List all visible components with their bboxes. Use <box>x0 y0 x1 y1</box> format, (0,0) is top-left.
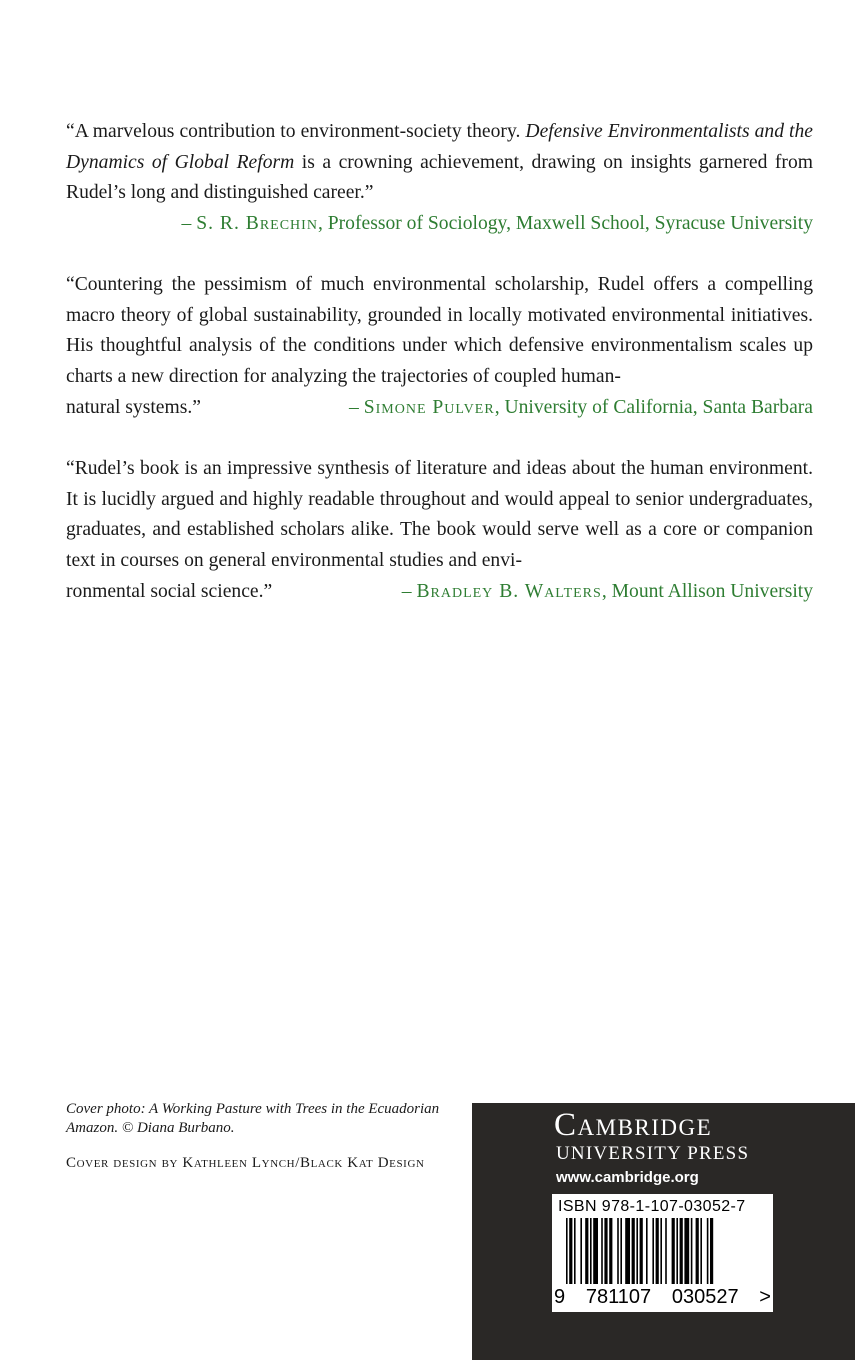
quote-1-attribution: – S. R. Brechin, Professor of Sociology, Maxwell School, Syracuse University <box>181 213 813 235</box>
publisher-logo-name: Cambridge <box>554 1107 713 1143</box>
barcode-digit-group-1: 781107 <box>585 1286 652 1308</box>
barcode-digit-group-2: 030527 <box>671 1286 739 1308</box>
barcode-bar <box>700 1218 702 1284</box>
quote-3-text: “Rudel’s book is an impressive synthesis of literature and ideas about the human environment. It is lucidly argued and highly readable throughout and would appeal to senior undergraduates, graduates, and established scholars alike. The book would serve well as a core or companion text in courses on general environmental studies and envi- <box>66 458 813 572</box>
barcode-bar <box>676 1218 678 1284</box>
barcode-bar <box>665 1218 667 1284</box>
barcode-bar <box>617 1218 619 1284</box>
barcode-bar <box>569 1218 572 1284</box>
quote-3-attribution: – Bradley B. Walters, Mount Allison University <box>401 580 813 602</box>
barcode-bar <box>646 1218 648 1284</box>
review-quote-3 <box>66 454 813 608</box>
barcode-digits <box>554 1286 771 1309</box>
barcode-bar <box>632 1218 635 1284</box>
barcode-bar <box>580 1218 582 1284</box>
barcode-box <box>552 1194 773 1312</box>
barcode-bar <box>609 1218 612 1284</box>
quote-3-text-end: ronmental social science.” <box>66 580 273 602</box>
barcode-bar <box>566 1218 568 1284</box>
barcode-bar <box>593 1218 598 1284</box>
publisher-url: www.cambridge.org <box>556 1169 699 1186</box>
barcode-bar <box>636 1218 638 1284</box>
barcode-bar <box>680 1218 683 1284</box>
barcode-bar <box>707 1218 709 1284</box>
publisher-press-label: UNIVERSITY PRESS <box>556 1143 750 1164</box>
isbn-label: ISBN 978-1-107-03052-7 <box>558 1198 746 1215</box>
barcode-digit-lead: 9 <box>554 1286 566 1308</box>
barcode-bar <box>585 1218 588 1284</box>
barcode-bar <box>691 1218 693 1284</box>
barcode-bar <box>604 1218 607 1284</box>
publisher-panel <box>472 1103 855 1360</box>
barcode-bar <box>684 1218 689 1284</box>
quote-1-text: “A marvelous contribution to environment-society theory. Defensive Environmentalists and the Dynamics of Global Reform is a crowning achievement, drawing on insights garnered from Rudel’s long and distinguished career.” <box>66 121 813 204</box>
barcode-bar <box>656 1218 659 1284</box>
barcode-bar <box>640 1218 643 1284</box>
review-quote-1 <box>66 117 813 240</box>
barcode-bar <box>652 1218 654 1284</box>
review-quote-2 <box>66 270 813 424</box>
barcode-bar <box>696 1218 699 1284</box>
barcode-bar <box>601 1218 603 1284</box>
barcode-bar <box>620 1218 622 1284</box>
quote-2-text: “Countering the pessimism of much environmental scholarship, Rudel offers a compelling macro theory of global sustainability, grounded in locally motivated environmental initiatives. His thoughtful analysis of the conditions under which defensive environmentalism scales up charts a new direction for analyzing the trajectories of coupled human- <box>66 274 813 388</box>
quote-2-text-end: natural systems.” <box>66 396 201 418</box>
barcode-bar <box>660 1218 662 1284</box>
barcode-bar <box>574 1218 576 1284</box>
cover-photo-credit: Cover photo: A Working Pasture with Trees in the Ecuadorian Amazon. © Diana Burbano. <box>66 1101 440 1136</box>
barcode-bar <box>710 1218 713 1284</box>
barcode-bar <box>672 1218 675 1284</box>
barcode-bar <box>590 1218 592 1284</box>
barcode-bar <box>625 1218 630 1284</box>
cover-design-credit: Cover design by Kathleen Lynch/Black Kat Design <box>66 1155 425 1171</box>
barcode-digit-end: > <box>759 1286 771 1308</box>
quote-2-attribution: – Simone Pulver, University of California, Santa Barbara <box>349 396 813 418</box>
